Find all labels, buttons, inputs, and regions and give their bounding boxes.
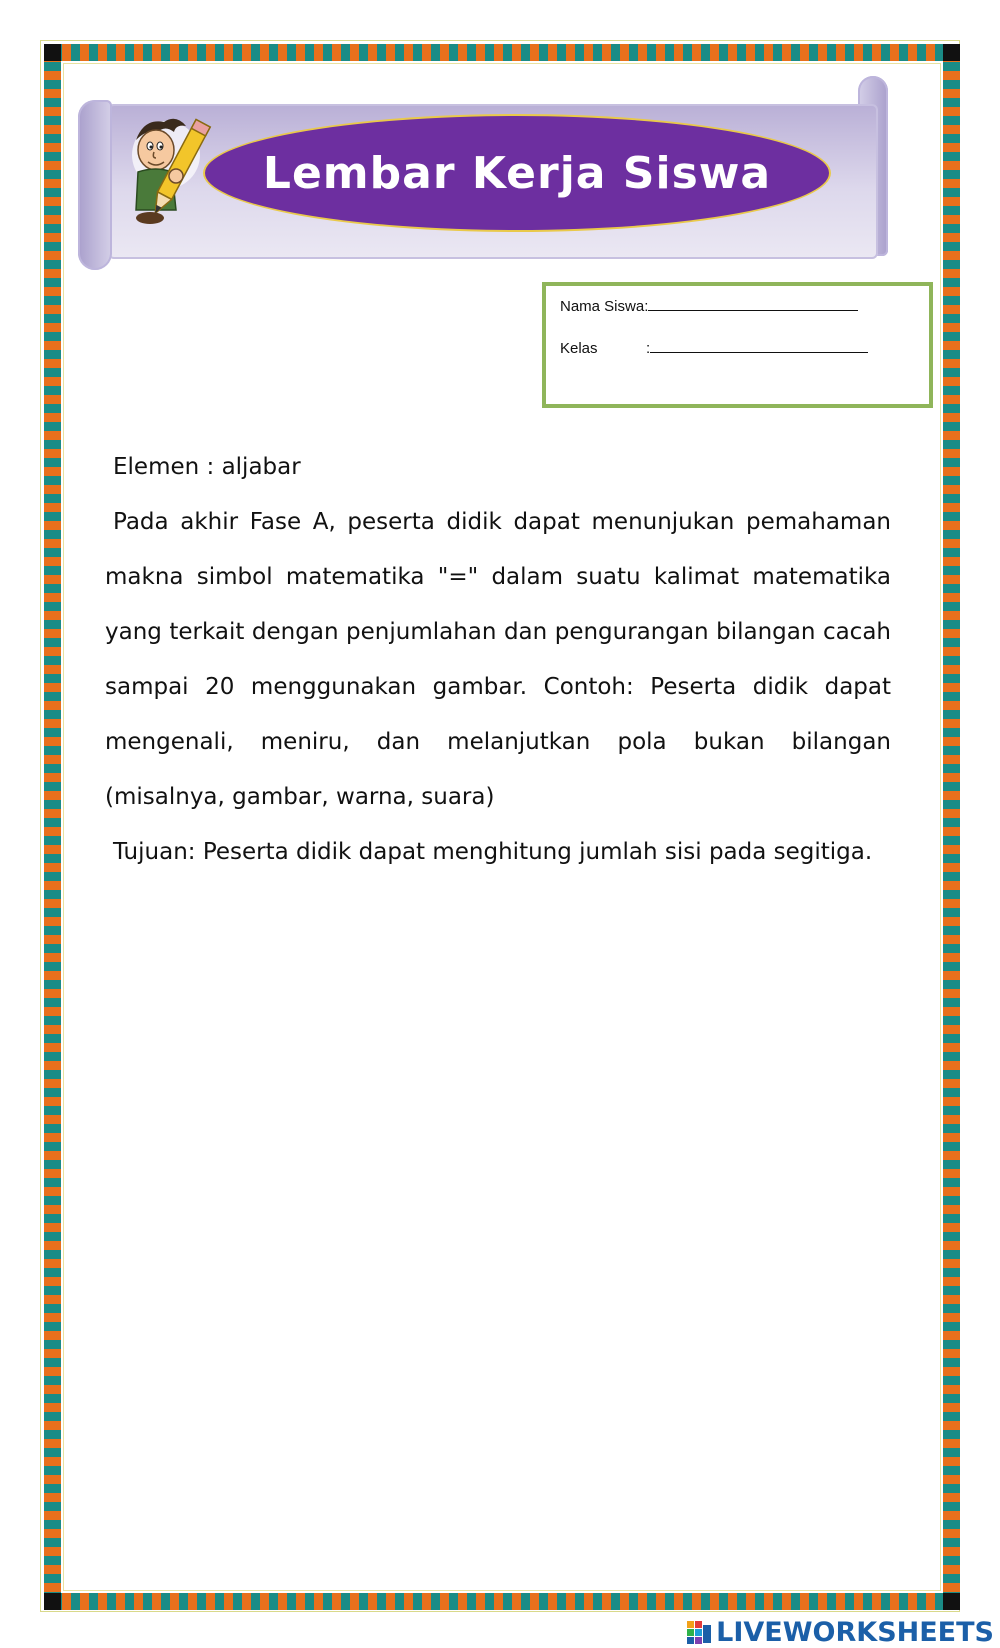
- student-name-label: Nama Siswa:: [560, 298, 649, 315]
- worksheet-title: Lembar Kerja Siswa: [262, 147, 772, 199]
- learning-description: Pada akhir Fase A, peserta didik dapat menunjukan pemahaman makna simbol matematika "=" dalam suatu kalimat matematika yang terkait dengan penjumlahan dan pengurangan bilangan cacah sampai 20 menggunakan gambar. Contoh: Peserta didik dapat mengenali, meniru, dan melanjutkan pola bukan bilangan (misalnya, gambar, warna, suara): [105, 509, 891, 810]
- title-banner: [78, 100, 888, 270]
- scroll-curl-left: [78, 100, 112, 270]
- liveworksheets-brand: LIVEWORKSHEETS: [716, 1616, 994, 1648]
- title-oval: [203, 114, 831, 232]
- element-line: Elemen : aljabar: [113, 454, 301, 480]
- liveworksheets-footer[interactable]: [686, 1617, 994, 1647]
- student-class-colon: :: [646, 340, 651, 357]
- learning-goal: Tujuan: Peserta didik dapat menghitung jumlah sisi pada segitiga.: [113, 839, 873, 865]
- student-class-label: Kelas: [560, 340, 598, 357]
- border-top: [44, 44, 960, 61]
- border-corner-top-left: [44, 44, 61, 61]
- pencil-mascot-icon: [116, 110, 216, 240]
- student-class-field[interactable]: [650, 338, 868, 353]
- student-class-row: [560, 338, 868, 357]
- border-corner-bottom-left: [44, 1593, 61, 1610]
- student-name-row: [560, 296, 858, 315]
- student-info-box: [542, 282, 933, 408]
- border-bottom: [44, 1593, 960, 1610]
- border-right: [943, 44, 960, 1610]
- worksheet-content: [105, 440, 891, 880]
- liveworksheets-logo-icon: [686, 1619, 712, 1645]
- border-corner-bottom-right: [943, 1593, 960, 1610]
- student-name-field[interactable]: [648, 296, 858, 311]
- border-corner-top-right: [943, 44, 960, 61]
- border-left: [44, 44, 61, 1610]
